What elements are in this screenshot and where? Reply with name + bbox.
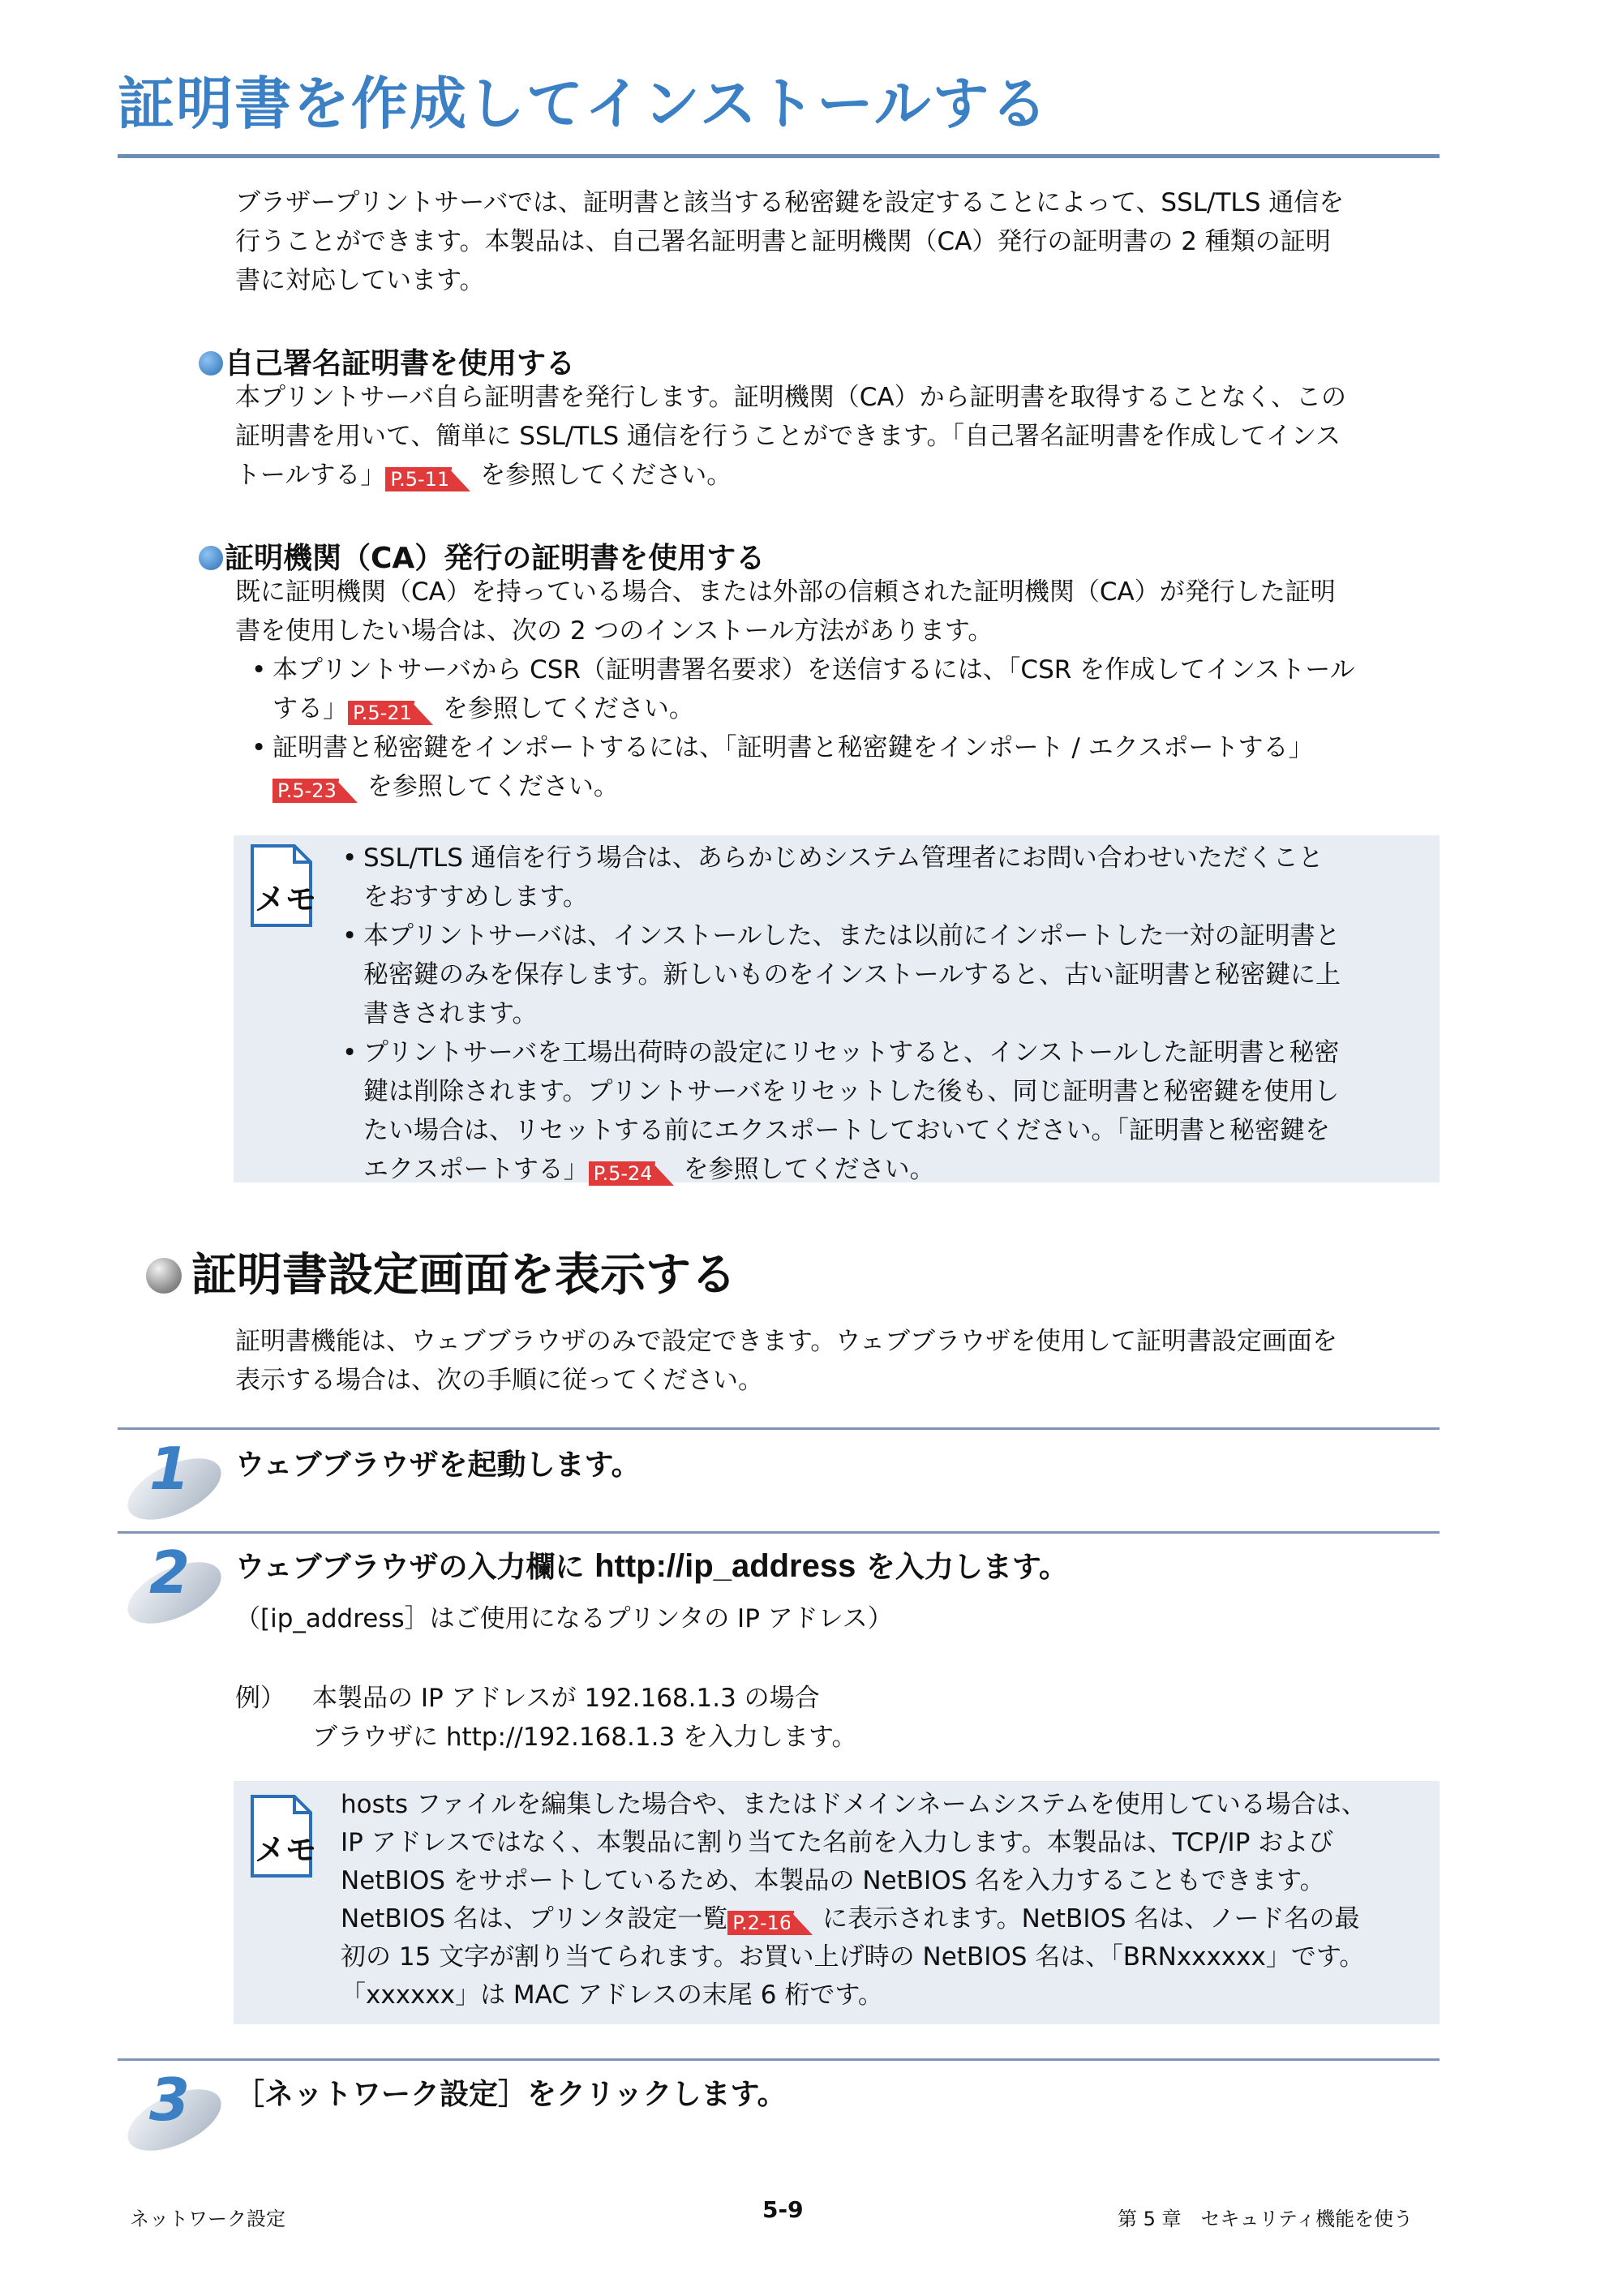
step-divider [118,1427,1440,1430]
step-divider [118,1531,1440,1534]
self-signed-text: 本プリントサーバ自ら証明書を発行します。証明機関（CA）から証明書を取得することなく、この 証明書を用いて、簡単に SSL/TLS 通信を行うことができます。「自己署名証明書を作成してインス トールする」 P.5-11 を参照してください。 [235,383,1346,491]
memo-label: メモ [255,882,317,917]
example-label: 例） [235,1684,285,1713]
svg-text:2: 2 [148,1539,191,1607]
example-text: 本製品の IP アドレスが 192.168.1.3 の場合 ブラウザに http://192.168.1.3 を入力します。 [312,1684,857,1752]
svg-text:3: 3 [148,2066,191,2134]
step-number-icon [118,1538,231,1627]
footer-right: 第 5 章 セキュリティ機能を使う [1118,2208,1414,2230]
intro-line: 書に対応しています。 [235,266,485,295]
bullet-dot-icon [199,351,223,376]
intro-line: 行うことができます。本製品は、自己署名証明書と証明機関（CA）発行の証明書の 2 種類の証明 [235,227,1331,256]
list-item: • 証明書と秘密鍵をインポートするには、「証明書と秘密鍵をインポート / エクスポートする」 P.5-23 を参照してください。 [248,728,1440,806]
step-note: （[ip_address］はご使用になるプリンタの IP アドレス） [235,1604,893,1633]
memo-label: メモ [255,1832,317,1868]
footer-left: ネットワーク設定 [130,2208,285,2230]
list-item: • SSL/TLS 通信を行う場合は、あらかじめシステム管理者にお問い合わせいただくこと をおすすめします。 [339,839,1436,916]
page-ref-link[interactable]: P.2-16 [727,1911,816,1935]
svg-text:1: 1 [148,1435,191,1503]
page-number: 5-9 [762,2196,804,2223]
page-ref-link[interactable]: P.5-24 [589,1161,677,1186]
title-divider [118,154,1440,158]
section-ball-icon [146,1258,182,1294]
section-heading: 証明書設定画面を表示する [146,1239,736,1304]
page-ref-link[interactable]: P.5-11 [385,467,474,491]
intro-line: ブラザープリントサーバでは、証明書と該当する秘密鍵を設定することによって、SSL/TLS 通信を [235,188,1345,217]
intro-paragraph [235,183,1444,300]
step-divider [118,2058,1440,2061]
memo-box [234,1781,1440,2024]
bullet-dot-icon [199,546,223,570]
step-text: ［ネットワーク設定］をクリックします。 [235,2078,787,2111]
page-ref-link[interactable]: P.5-21 [348,701,436,725]
list-item: • プリントサーバを工場出荷時の設定にリセットすると、インストールした証明書と秘密 鍵は削除されます。プリントサーバをリセットした後も、同じ証明書と秘密鍵を使用し たい場合は、リセットする前にエクスポートしておいてください。「証明書と秘密鍵を エクスポートする」 P.5-24 を参照してください。 [339,1033,1436,1189]
step-text: ウェブブラウザの入力欄に http://ip_address を入力します。 [235,1548,1069,1584]
memo-text: hosts ファイルを編集した場合や、またはドメインネームシステムを使用している場合は、 IP アドレスではなく、本製品に割り当てた名前を入力します。本製品は、TCP/IP および NetBIOS をサポートしているため、本製品の NetBIOS 名を入力することもできます。 NetBIOS 名は、プリンタ設定一覧 P.2-16 に表示されます。NetBIOS 名は、ノード名の最 初の 15 文字が割り当てられます。お買い上げ時の NetBIOS 名は、「BRNxxxxxx」です。 「xxxxxx」は MAC アドレスの末尾 6 桁です。 [341,1790,1367,2010]
ca-heading: 証明機関（CA）発行の証明書を使用する [199,535,765,577]
page-ref-link[interactable]: P.5-23 [272,779,361,803]
ca-bullets [248,650,1440,806]
ca-text: 既に証明機関（CA）を持っている場合、または外部の信頼された証明機関（CA）が発行した証明 書を使用したい場合は、次の 2 つのインストール方法があります。 [235,577,1336,646]
memo-box [234,835,1440,1185]
step-text: ウェブブラウザを起動します。 [235,1448,641,1482]
page-title: 証明書を作成してインストールする [118,71,1049,137]
step-number-icon [118,2065,231,2154]
section-text: 証明書機能は、ウェブブラウザのみで設定できます。ウェブブラウザを使用して証明書設定画面を 表示する場合は、次の手順に従ってください。 [235,1327,1338,1395]
self-signed-heading: 自己署名証明書を使用する [199,341,575,382]
list-item: • 本プリントサーバから CSR（証明書署名要求）を送信するには、「CSR を作成してインストール する」 P.5-21 を参照してください。 [248,650,1440,728]
memo-text [339,839,1436,1189]
list-item: • 本プリントサーバは、インストールした、または以前にインポートした一対の証明書と 秘密鍵のみを保存します。新しいものをインストールすると、古い証明書と秘密鍵に上 書きされます。 [339,916,1436,1033]
step-number-icon [118,1434,231,1523]
